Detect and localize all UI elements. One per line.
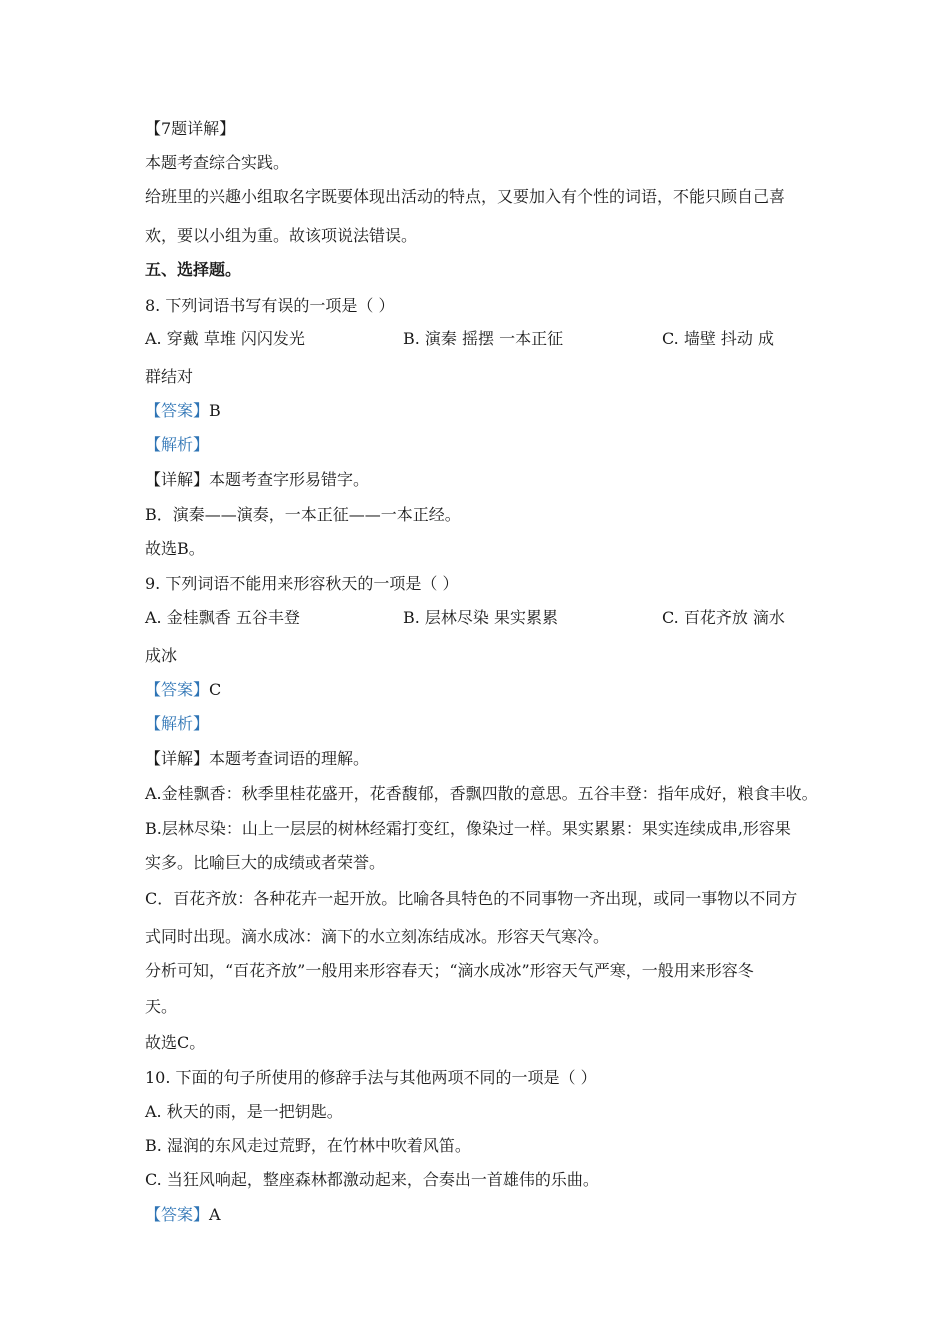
q10-answer	[145, 1204, 221, 1226]
answer-tag: 【答案】	[145, 680, 210, 699]
q9-stem: 9. 下列词语不能用来形容秋天的一项是（ ）	[145, 574, 459, 593]
q7-line: 本题考查综合实践。	[145, 153, 290, 172]
q9-explain-c: 式同时出现。滴水成冰：滴下的水立刻冻结成冰。形容天气寒冷。	[145, 927, 610, 946]
q9-option-wrap: 成冰	[145, 646, 178, 665]
q8-option-wrap: 群结对	[145, 367, 194, 386]
q9-option-a: A. 金桂飘香 五谷丰登	[145, 608, 300, 627]
q7-line: 欢，要以小组为重。故该项说法错误。	[145, 226, 418, 245]
q7-line: 给班里的兴趣小组取名字既要体现出活动的特点，又要加入有个性的词语，不能只顾自己喜	[145, 187, 786, 206]
q9-explain-c: C．百花齐放：各种花卉一起开放。比喻各具特色的不同事物一齐出现，或同一事物以不同方	[145, 889, 798, 908]
q9-explain-b: B.层林尽染：山上一层层的树林经霜打变红，像染过一样。果实累累：果实连续成串,形容果	[145, 819, 791, 838]
q8-option-c: C. 墙壁 抖动 成	[662, 329, 775, 348]
q8-answer	[145, 400, 221, 422]
answer-tag: 【答案】	[145, 401, 210, 420]
q8-stem: 8. 下列词语书写有误的一项是（ ）	[145, 296, 395, 315]
q8-detail: 【详解】本题考查字形易错字。	[145, 470, 370, 489]
q8-explain: B．演秦——演奏，一本正征——一本正经。	[145, 505, 461, 524]
section-title: 五、选择题。	[145, 260, 242, 279]
q10-stem: 10. 下面的句子所使用的修辞手法与其他两项不同的一项是（ ）	[145, 1068, 597, 1087]
answer-tag: 【答案】	[145, 1205, 210, 1224]
answer-value: C	[209, 680, 222, 699]
q7-heading: 【7题详解】	[145, 119, 236, 138]
q9-analysis: 分析可知，“百花齐放”一般用来形容春天；“滴水成冰”形容天气严寒，一般用来形容冬	[145, 961, 754, 980]
q9-explain-b: 实多。比喻巨大的成绩或者荣誉。	[145, 853, 386, 872]
q9-explain-a: A.金桂飘香：秋季里桂花盛开，花香馥郁，香飘四散的意思。五谷丰登：指年成好，粮食丰收。	[145, 784, 818, 803]
q8-conclusion: 故选B。	[145, 539, 205, 558]
answer-value: B	[209, 401, 221, 420]
q9-analysis: 天。	[145, 997, 178, 1016]
q9-detail: 【详解】本题考查词语的理解。	[145, 749, 370, 768]
answer-value: A	[209, 1205, 221, 1224]
q9-conclusion: 故选C。	[145, 1033, 206, 1052]
q8-option-b: B. 演秦 摇摆 一本正征	[403, 329, 564, 348]
q10-option-a: A. 秋天的雨，是一把钥匙。	[145, 1102, 343, 1121]
q10-option-b: B. 湿润的东风走过荒野，在竹林中吹着风笛。	[145, 1136, 471, 1155]
q9-option-b: B. 层林尽染 果实累累	[403, 608, 559, 627]
q9-analysis-tag: 【解析】	[145, 714, 210, 733]
q10-option-c: C. 当狂风响起，整座森林都激动起来，合奏出一首雄伟的乐曲。	[145, 1170, 599, 1189]
q8-analysis-tag: 【解析】	[145, 435, 210, 454]
q8-option-a: A. 穿戴 草堆 闪闪发光	[145, 329, 305, 348]
q9-answer	[145, 679, 221, 701]
q9-option-c: C. 百花齐放 滴水	[662, 608, 785, 627]
